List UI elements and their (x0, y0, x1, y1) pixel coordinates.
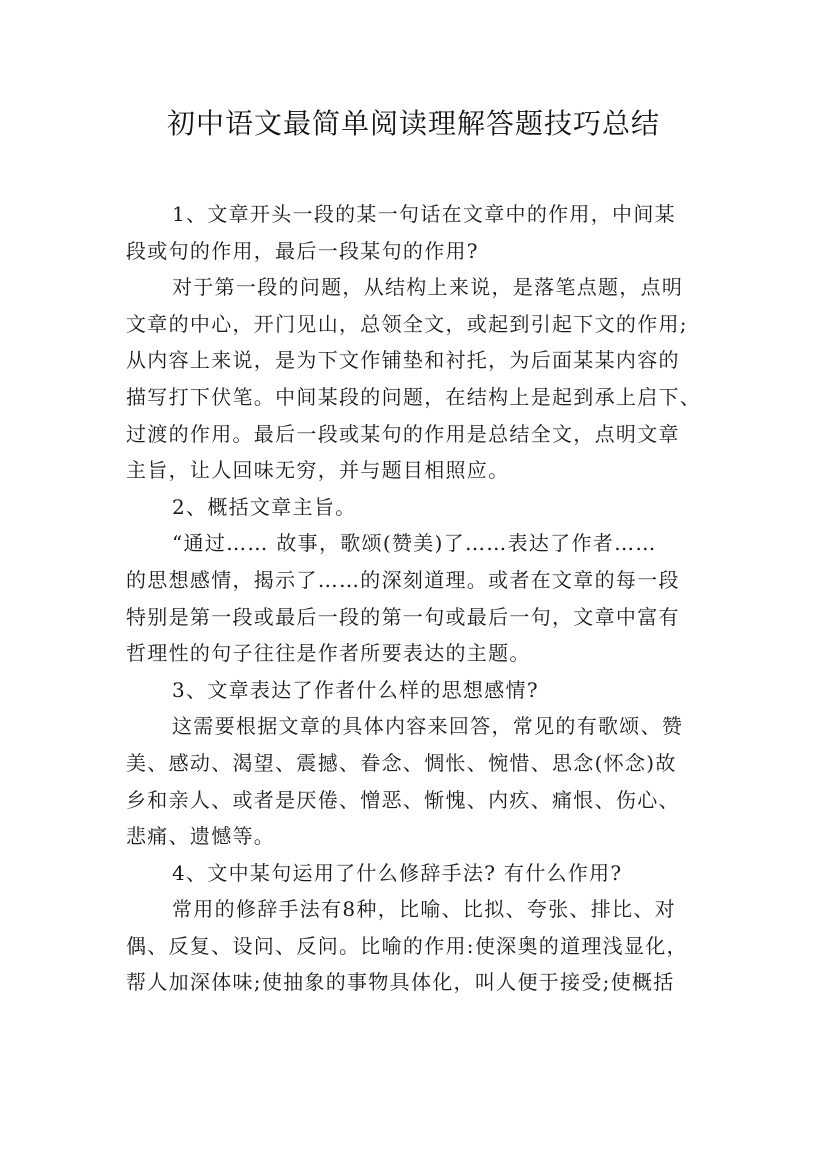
text-line: 3、文章表达了作者什么样的思想感情? (172, 677, 539, 702)
text-line: 过渡的作用。最后一段或某句的作用是总结全文，点明文章 (126, 421, 680, 446)
text-line: 特别是第一段或最后一段的第一句或最后一句，文章中富有 (126, 604, 680, 629)
text-line: 乡和亲人、或者是厌倦、憎恶、惭愧、内疚、痛恨、伤心、 (126, 787, 680, 812)
text-line: 偶、反复、设问、反问。比喻的作用:使深奥的道理浅显化， (126, 933, 688, 958)
text-line: 悲痛、遗憾等。 (126, 824, 276, 849)
text-line: “通过…… 故事，歌颂(赞美)了……表达了作者…… (172, 531, 657, 556)
text-line: 常用的修辞手法有8种，比喻、比拟、夸张、排比、对 (172, 897, 676, 922)
document-body (126, 196, 716, 1001)
text-line: 主旨，让人回味无穷，并与题目相照应。 (126, 458, 510, 483)
text-line: 哲理性的句子往往是作者所要表达的主题。 (126, 641, 531, 666)
text-line: 帮人加深体味;使抽象的事物具体化，叫人便于接受;使概括 (126, 970, 675, 995)
text-line: 这需要根据文章的具体内容来回答，常见的有歌颂、赞 (172, 714, 684, 739)
text-line: 从内容上来说，是为下文作铺垫和衬托，为后面某某内容的 (126, 348, 680, 373)
text-line: 描写打下伏笔。中间某段的问题，在结构上是起到承上启下、 (126, 384, 702, 409)
text-line: 4、文中某句运用了什么修辞手法? 有什么作用? (172, 860, 623, 885)
text-line: 对于第一段的问题，从结构上来说，是落笔点题，点明 (172, 275, 684, 300)
text-line: 段或句的作用，最后一段某句的作用? (126, 238, 479, 263)
text-line: 文章的中心，开门见山，总领全文，或起到引起下文的作用; (126, 311, 688, 336)
text-line: 1、文章开头一段的某一句话在文章中的作用，中间某 (172, 202, 676, 226)
text-line: 2、概括文章主旨。 (172, 494, 357, 519)
text-line: 的思想感情，揭示了……的深刻道理。或者在文章的每一段 (126, 567, 680, 592)
document-title: 初中语文最简单阅读理解答题技巧总结 (166, 107, 660, 140)
text-line: 美、感动、渴望、震撼、眷念、惆怅、惋惜、思念(怀念)故 (126, 750, 677, 775)
